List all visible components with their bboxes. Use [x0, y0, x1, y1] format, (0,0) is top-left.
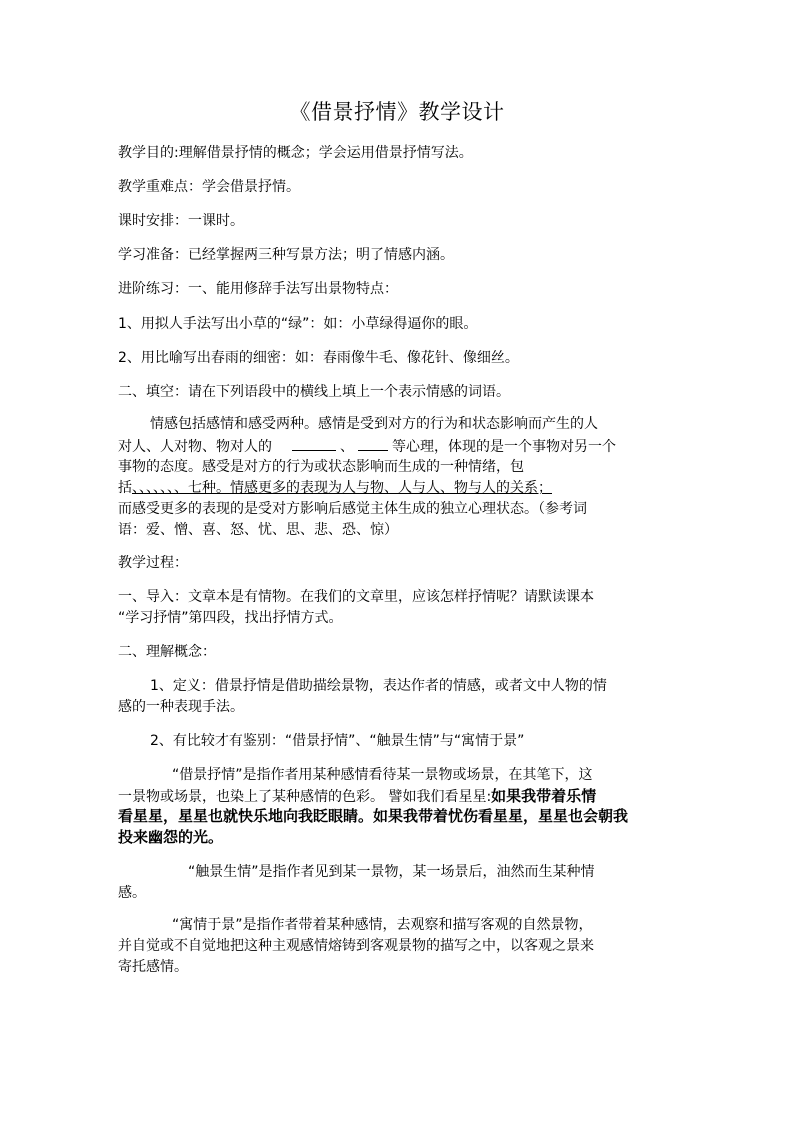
- jiejing-line-4: 投来幽怨的光。: [118, 828, 224, 846]
- definition-line-2: 感的一种表现手法。: [118, 699, 244, 715]
- yuqing-line-3: 寄托感情。: [118, 959, 188, 975]
- blanks-seven[interactable]: 、、、、、、、七种。情感更多的表现为人与物、人与人、物与人的关系；: [132, 480, 552, 496]
- emotion-line-2-tail: 等心理，体现的是一个事物对另一个: [392, 439, 616, 455]
- class-time: 课时安排：一课时。: [118, 213, 244, 229]
- page-title: 《借景抒情》教学设计: [289, 100, 505, 124]
- yuqing-line-1: “寓情于景”是指作者带着某种感情，去观察和描写客观的自然景物，: [172, 917, 593, 933]
- chujing-line-2: 感。: [118, 885, 146, 901]
- jiejing-example-bold: 如果我带着乐情: [491, 787, 597, 805]
- definition-line-1: 1、定义：借景抒情是借助描绘景物，表达作者的情感，或者文中人物的情: [150, 678, 607, 694]
- intro-line-1: 一、导入：文章本是有情物。在我们的文章里，应该怎样抒情呢？请默读课本: [118, 589, 594, 605]
- blank-2[interactable]: [358, 436, 388, 451]
- fill-in-heading: 二、填空：请在下列语段中的横线上填上一个表示情感的词语。: [118, 384, 510, 400]
- compare-heading: 2、有比较才有鉴别：“借景抒情”、“触景生情”与“寓情于景”: [150, 733, 525, 749]
- jiejing-line-1: “借景抒情”是指作者用某种感情看待某一景物或场景，在其笔下，这: [172, 767, 593, 783]
- practice-item-1: 1、用拟人手法写出小草的“绿”：如：小草绿得逼你的眼。: [118, 316, 478, 332]
- emotion-line-5: 而感受更多的表现的是受对方影响后感觉主体生成的独立心理状态。（参考词: [118, 501, 587, 517]
- key-difficulty: 教学重难点：学会借景抒情。: [118, 179, 300, 195]
- concept-heading: 二、理解概念：: [118, 644, 216, 660]
- emotion-line-4-head: 括: [118, 480, 132, 496]
- practice-heading: 进阶练习：一、能用修辞手法写出景物特点：: [118, 281, 398, 297]
- emotion-line-2-text: 对人、人对物、物对人的: [118, 439, 272, 455]
- process-heading: 教学过程：: [118, 555, 188, 571]
- emotion-line-1: 情感包括感情和感受两种。感情是受到对方的行为和状态影响而产生的人: [150, 416, 598, 432]
- emotion-line-6: 语：爱、憎、喜、怒、忧、思、悲、恐、惊）: [118, 522, 398, 538]
- jiejing-line-3: 看星星，星星也就快乐地向我眨眼睛。如果我带着忧伤看星星，星星也会朝我: [118, 807, 629, 825]
- emotion-line-2: [118, 436, 684, 457]
- jiejing-line-2-text: 一景物或场景，也染上了某种感情的色彩。 譬如我们看星星:: [118, 789, 492, 805]
- chujing-line-1: “触景生情”是指作者见到某一景物，某一场景后，油然而生某种情: [188, 864, 595, 880]
- emotion-line-2-sep: 、: [340, 439, 354, 455]
- teaching-goal: 教学目的:理解借景抒情的概念；学会运用借景抒情写法。: [118, 145, 473, 161]
- practice-item-2: 2、用比喻写出春雨的细密：如：春雨像牛毛、像花针、像细丝。: [118, 350, 519, 366]
- emotion-line-4: [118, 478, 684, 498]
- preparation: 学习准备：已经掌握两三种写景方法；明了情感内涵。: [118, 247, 454, 263]
- yuqing-line-2: 并自觉或不自觉地把这种主观感情熔铸到客观景物的描写之中，以客观之景来: [118, 938, 594, 954]
- emotion-line-3: 事物的态度。感受是对方的行为或状态影响而生成的一种情绪，包: [118, 459, 524, 475]
- blank-1[interactable]: [292, 436, 336, 451]
- jiejing-line-2: [118, 786, 684, 807]
- intro-line-2: “学习抒情”第四段，找出抒情方式。: [118, 610, 343, 626]
